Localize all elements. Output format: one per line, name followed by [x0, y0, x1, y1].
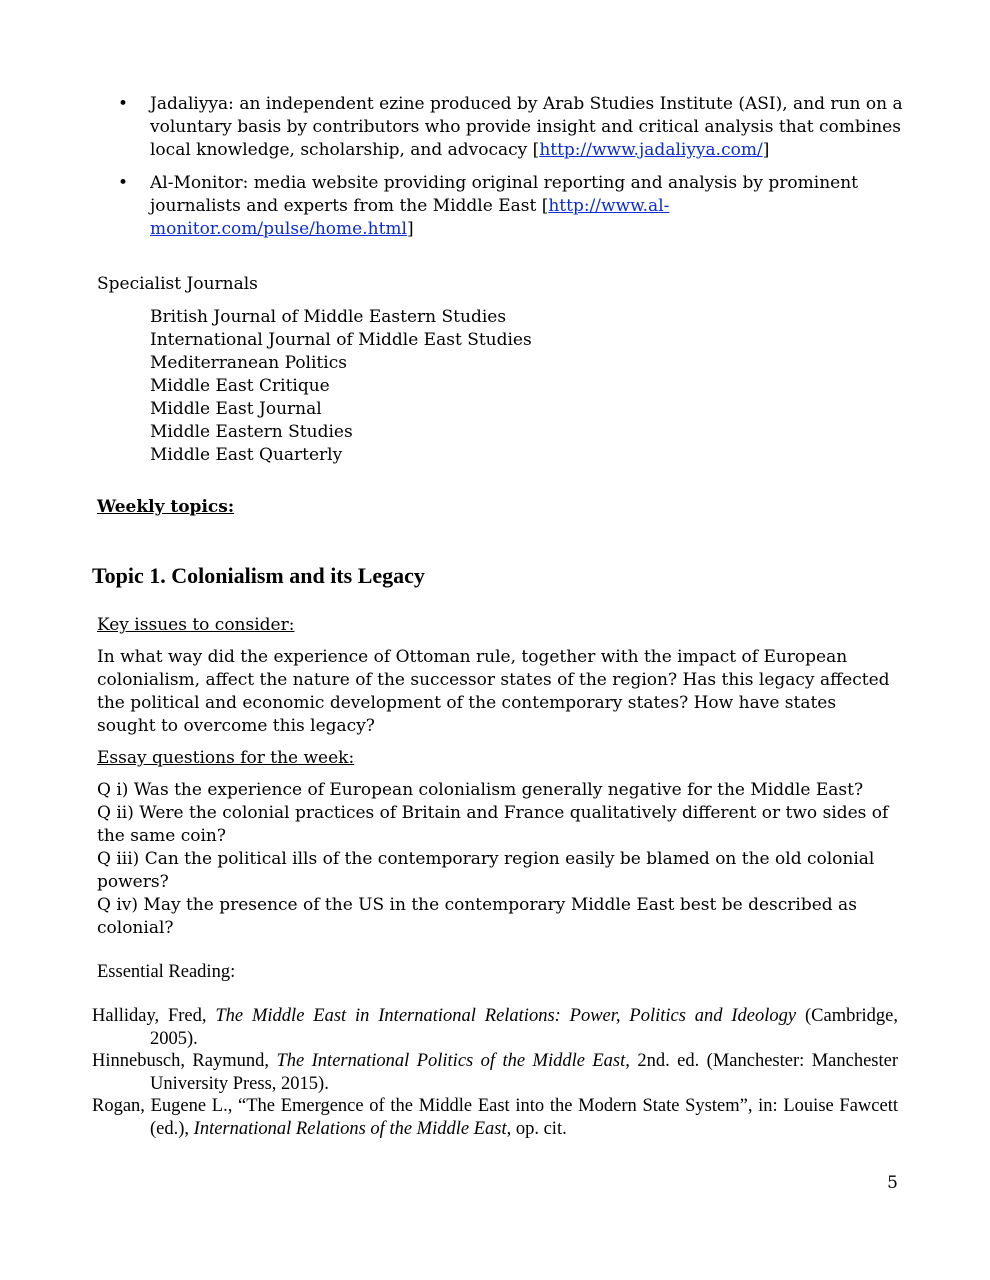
reference-title: The Middle East in International Relations: Power, Politics and Ideology: [215, 1006, 797, 1026]
reference-item: [92, 1095, 898, 1140]
key-issues-label: Key issues to consider:: [97, 615, 295, 635]
essay-question: Q ii) Were the colonial practices of Britain and France qualitatively different or two sides of the same coin?: [97, 803, 889, 846]
bullet-suffix: ]: [406, 219, 414, 239]
journal-item: Mediterranean Politics: [150, 353, 347, 373]
reference-author: Halliday, Fred,: [92, 1006, 216, 1026]
reference-item: [92, 1005, 898, 1050]
bullet-suffix: ]: [762, 140, 770, 160]
essay-question: Q iv) May the presence of the US in the contemporary Middle East best be described as colonial?: [97, 895, 857, 938]
reference-publication: (Cambridge, 2005).: [150, 1006, 898, 1049]
bullet-jadaliyya: [116, 93, 906, 162]
topic-heading: Topic 1. Colonialism and its Legacy: [92, 563, 425, 588]
bullet-al-monitor: [116, 172, 906, 241]
al-monitor-link[interactable]: http://www.al-monitor.com/pulse/home.html: [150, 196, 670, 239]
journal-item: Middle East Quarterly: [150, 445, 343, 465]
jadaliyya-link[interactable]: http://www.jadaliyya.com/: [539, 140, 763, 160]
resource-bullet-list: [116, 93, 906, 251]
journal-item: Middle East Journal: [150, 399, 322, 419]
reference-author: Rogan, Eugene L., “The Emergence of the Middle East into the Modern State System”, in: Louise Fawcett (ed.),: [92, 1096, 898, 1139]
bullet-text: Jadaliyya: an independent ezine produced by Arab Studies Institute (ASI), and run on a voluntary basis by contributors who provide insight and critical analysis that combines local knowledge, scholarship, and advocacy [: [150, 94, 903, 160]
journals-heading: Specialist Journals: [97, 274, 258, 294]
journal-item: Middle Eastern Studies: [150, 422, 353, 442]
essay-question-list: [97, 779, 902, 940]
journal-item: International Journal of Middle East Studies: [150, 330, 532, 350]
journal-item: British Journal of Middle Eastern Studies: [150, 307, 507, 327]
key-issues-text: In what way did the experience of Ottoman rule, together with the impact of European colonialism, affect the nature of the successor states of the region? Has this legacy affected the political and economic development of the contemporary states? How have states sought to overcome this legacy?: [97, 647, 890, 736]
reference-item: [92, 1050, 898, 1095]
journal-item: Middle East Critique: [150, 376, 330, 396]
reference-title: The International Politics of the Middle East,: [276, 1051, 630, 1071]
essential-reading-label: Essential Reading:: [97, 962, 236, 982]
essay-question: Q i) Was the experience of European colonialism generally negative for the Middle East?: [97, 780, 864, 800]
reference-publication: , op. cit.: [506, 1118, 567, 1139]
page-number: 5: [887, 1173, 898, 1193]
reference-author: Hinnebusch, Raymund,: [92, 1051, 277, 1071]
bullet-text: Al-Monitor: media website providing original reporting and analysis by prominent journalists and experts from the Middle East [: [150, 173, 859, 216]
essay-question: Q iii) Can the political ills of the contemporary region easily be blamed on the old colonial powers?: [97, 849, 875, 892]
essay-questions-label: Essay questions for the week:: [97, 748, 355, 768]
reference-publication: 2nd. ed. (Manchester: Manchester University Press, 2015).: [150, 1051, 899, 1094]
journal-list: [150, 306, 532, 467]
reference-list: [92, 1005, 898, 1140]
weekly-topics-heading: Weekly topics:: [97, 497, 235, 517]
reference-title: International Relations of the Middle East: [193, 1118, 507, 1139]
